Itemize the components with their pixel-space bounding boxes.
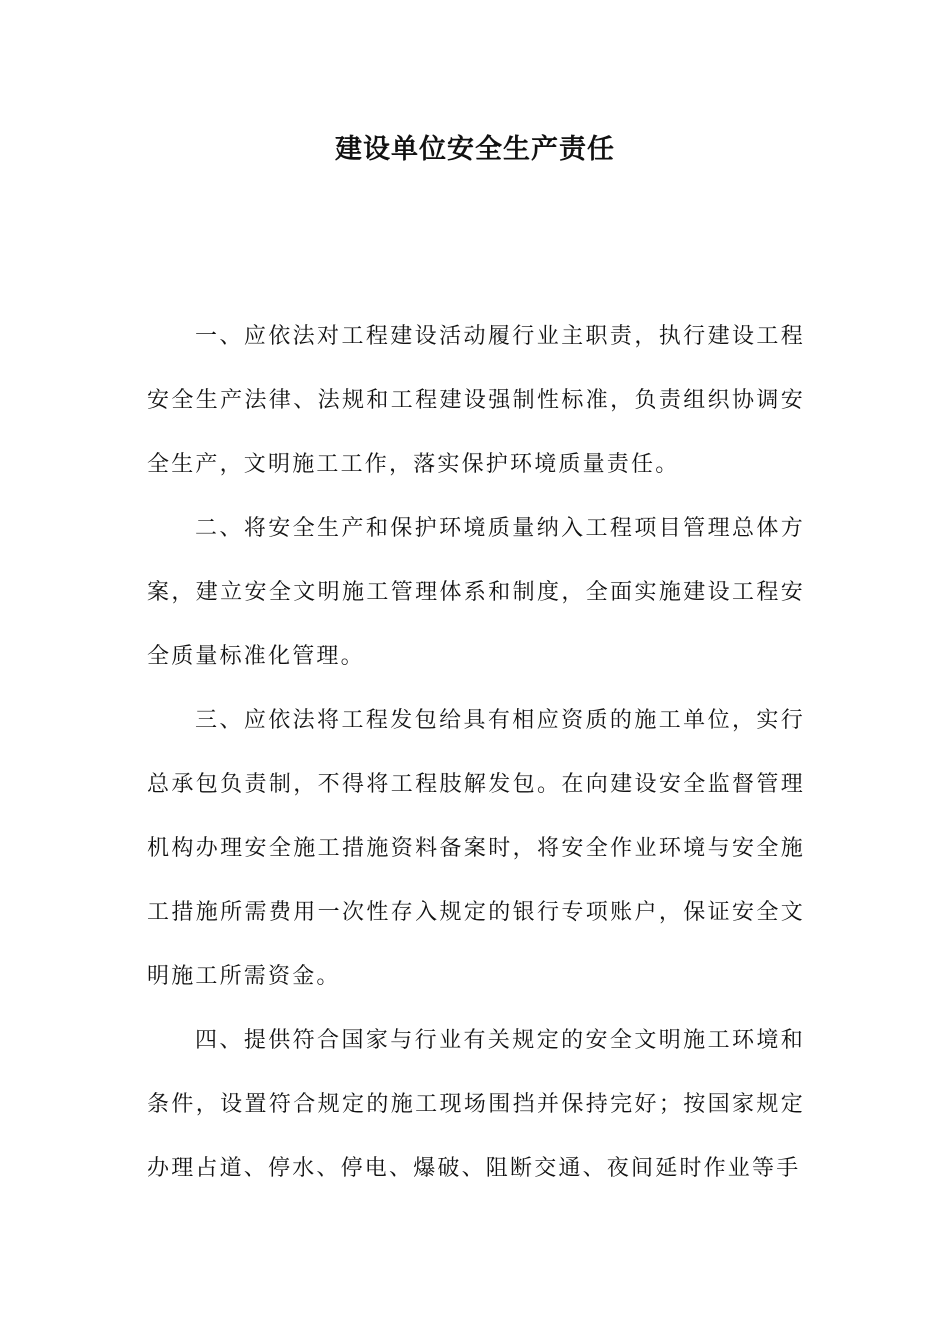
paragraph-2: 二、将安全生产和保护环境质量纳入工程项目管理总体方案，建立安全文明施工管理体系和制度，全面实施建设工程安全质量标准化管理。	[147, 516, 805, 669]
paragraph-4: 四、提供符合国家与行业有关规定的安全文明施工环境和条件，设置符合规定的施工现场围挡并保持完好；按国家规定办理占道、停水、停电、爆破、阻断交通、夜间延时作业等手	[147, 1028, 805, 1181]
document-title: 建设单位安全生产责任	[335, 134, 615, 165]
document-body	[147, 305, 805, 1201]
paragraph-3: 三、应依法将工程发包给具有相应资质的施工单位，实行总承包负责制，不得将工程肢解发包。在向建设安全监督管理机构办理安全施工措施资料备案时，将安全作业环境与安全施工措施所需费用一次性存入规定的银行专项账户，保证安全文明施工所需资金。	[147, 708, 805, 989]
paragraph-1: 一、应依法对工程建设活动履行业主职责，执行建设工程安全生产法律、法规和工程建设强制性标准，负责组织协调安全生产，文明施工工作，落实保护环境质量责任。	[147, 324, 805, 477]
